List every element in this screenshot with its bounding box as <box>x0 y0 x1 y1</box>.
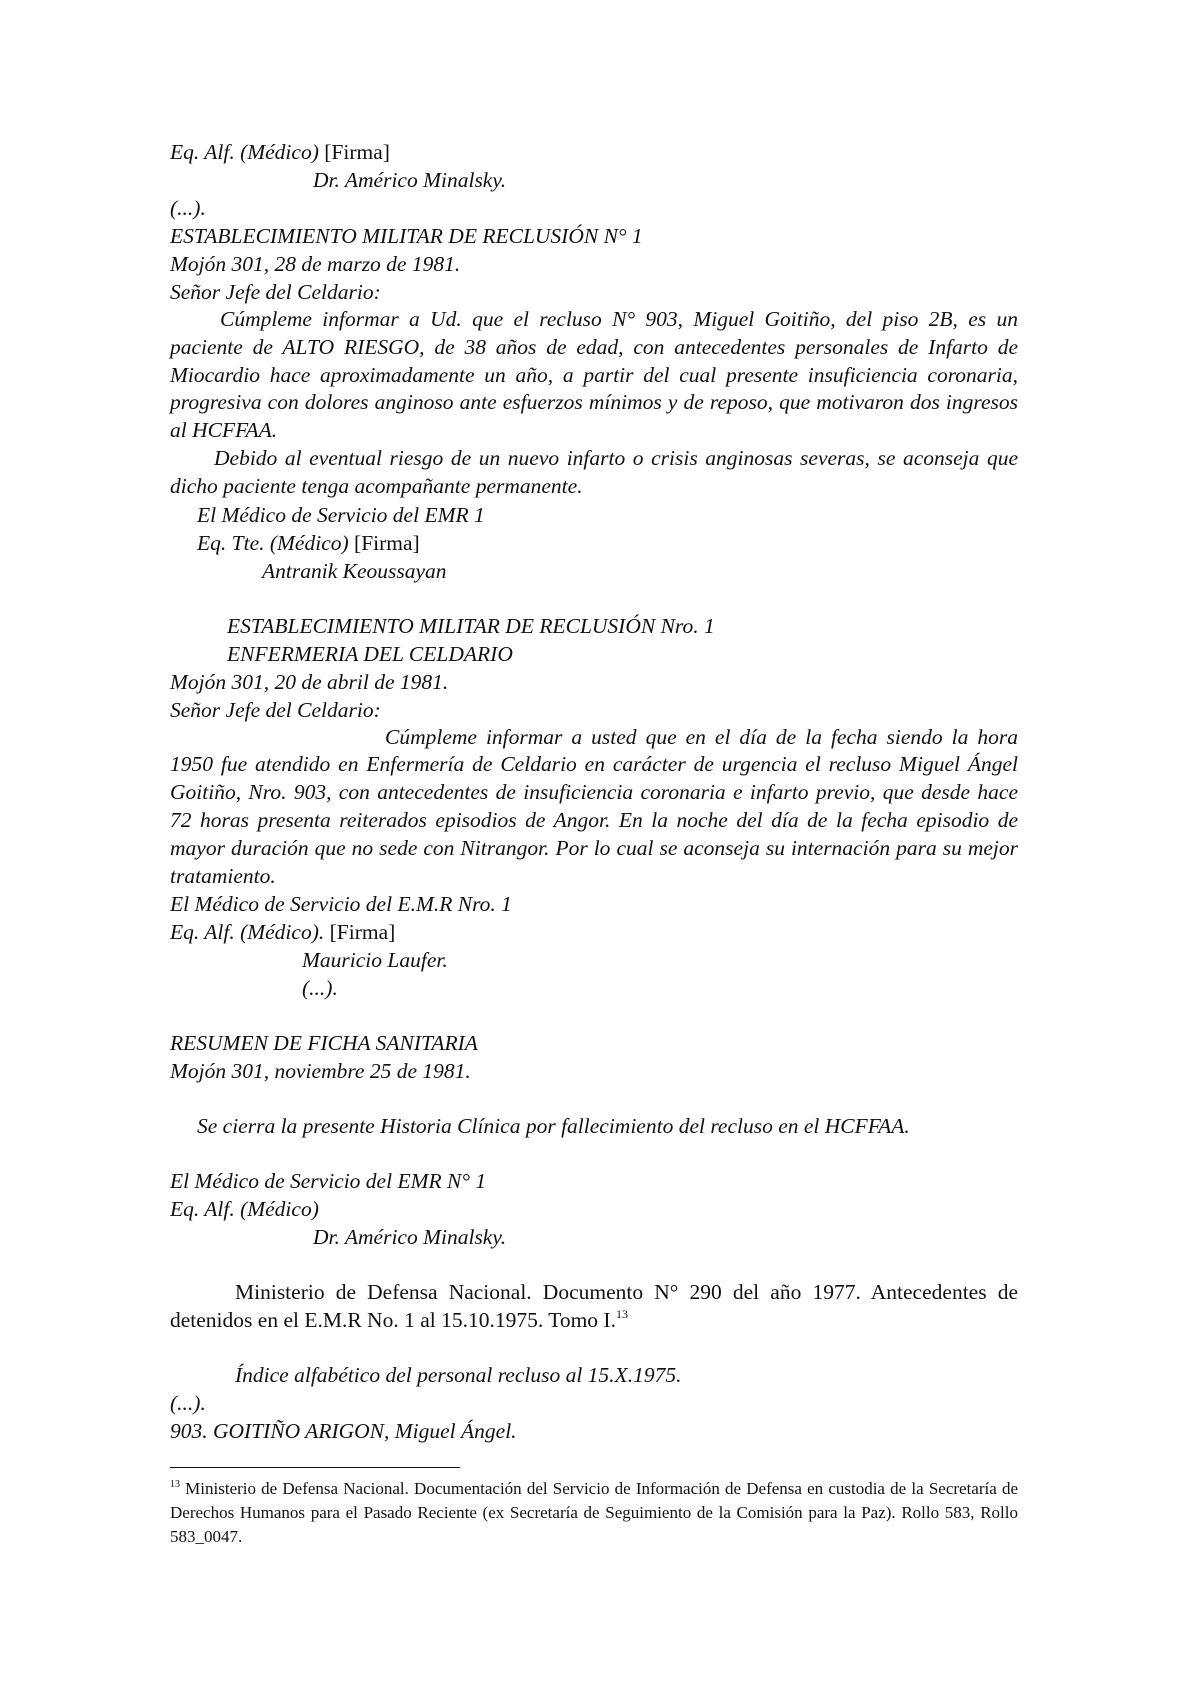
ellipsis-line: (...). <box>170 196 206 220</box>
spacer <box>170 1002 1018 1029</box>
signature-placeholder: [Firma] <box>348 530 420 555</box>
date-line: Mojón 301, 20 de abril de 1981. <box>170 669 449 694</box>
spacer <box>170 1334 1018 1361</box>
rank-text: Eq. Alf. (Médico) <box>170 1197 319 1222</box>
footnote-text: Ministerio de Defensa Nacional. Documentación del Servicio de Información de Defensa en custodia de la Secretaría de Derechos Humanos para el Pasado Reciente (ex Secretaría de Seguimiento de la Comisión para la Paz). Rollo 583, Rollo 583_0047. <box>170 1479 1018 1546</box>
rank-text: Eq. Alf. (Médico). <box>170 920 325 945</box>
institution-heading: ESTABLECIMIENTO MILITAR DE RECLUSIÓN Nro. 1 <box>227 613 715 638</box>
footnote-reference: 13 <box>615 1307 628 1322</box>
footnote-separator <box>170 1467 460 1468</box>
document-body <box>170 138 1018 1445</box>
index-heading: Índice alfabético del personal recluso al 15.X.1975. <box>235 1363 682 1388</box>
source-citation <box>170 1278 1018 1334</box>
signature-placeholder: [Firma] <box>324 920 396 945</box>
ellipsis-line: (...). <box>170 1391 206 1416</box>
signature-placeholder: [Firma] <box>318 140 390 164</box>
report-paragraph: Debido al eventual riesgo de un nuevo infarto o crisis anginosas severas, se aconseja que dicho paciente tenga acompañante permanente. <box>170 445 1018 498</box>
date-line: Mojón 301, noviembre 25 de 1981. <box>170 1059 471 1084</box>
spacer <box>170 1140 1018 1167</box>
signatory-name: Dr. Américo Minalsky. <box>313 168 507 192</box>
rank-text: Eq. Alf. (Médico) <box>170 140 319 164</box>
footnote-number: 13 <box>170 1479 180 1490</box>
signatory-name: Mauricio Laufer. <box>302 948 448 973</box>
salutation: Señor Jefe del Celdario: <box>170 280 381 304</box>
salutation: Señor Jefe del Celdario: <box>170 697 381 722</box>
signatory-title: El Médico de Servicio del E.M.R Nro. 1 <box>170 892 512 917</box>
date-line: Mojón 301, 28 de marzo de 1981. <box>170 252 461 276</box>
signatory-name: Dr. Américo Minalsky. <box>313 1225 507 1250</box>
citation-text: Ministerio de Defensa Nacional. Documento N° 290 del año 1977. Antecedentes de detenidos en el E.M.R No. 1 al 15.10.1975. Tomo I. <box>170 1280 1018 1333</box>
rank-text: Eq. Tte. (Médico) <box>197 530 349 555</box>
footnote <box>170 1477 1018 1549</box>
index-entry: 903. GOITIÑO ARIGON, Miguel Ángel. <box>170 1419 517 1444</box>
signatory-title: El Médico de Servicio del EMR 1 <box>197 502 485 527</box>
signature-rank-line <box>170 138 1018 166</box>
department-heading: ENFERMERIA DEL CELDARIO <box>227 641 513 666</box>
closing-statement: Se cierra la presente Historia Clínica por fallecimiento del recluso en el HCFFAA. <box>197 1114 910 1139</box>
report-paragraph: Cúmpleme informar a Ud. que el recluso N° 903, Miguel Goitiño, del piso 2B, es un paciente de ALTO RIESGO, de 38 años de edad, con antecedentes personales de Infarto de Miocardio hace aproximadamente un año, a partir del cual presente insuficiencia coronaria, progresiva con dolores anginoso ante esfuerzos mínimos y de reposo, que motivaron dos ingresos al HCFFAA. <box>170 307 1018 443</box>
ellipsis-line: (...). <box>302 976 338 1001</box>
institution-heading: ESTABLECIMIENTO MILITAR DE RECLUSIÓN N° 1 <box>170 224 643 248</box>
section-heading: RESUMEN DE FICHA SANITARIA <box>170 1031 478 1056</box>
signatory-title: El Médico de Servicio del EMR N° 1 <box>170 1169 487 1194</box>
spacer <box>170 585 1018 612</box>
spacer <box>170 1251 1018 1278</box>
report-paragraph: Cúmpleme informar a usted que en el día de la fecha siendo la hora 1950 fue atendido en Enfermería de Celdario en carácter de urgencia el recluso Miguel Ángel Goitiño, Nro. 903, con antecedentes de insuficiencia coronaria e infarto previo, que desde hace 72 horas presenta reiterados episodios de Angor. En la noche del día de la fecha episodio de mayor duración que no sede con Nitrangor. Por lo cual se aconseja su internación para su mejor tratamiento. <box>170 724 1018 888</box>
signature-rank-line <box>170 918 1018 946</box>
signatory-name: Antranik Keoussayan <box>262 558 447 583</box>
spacer <box>170 1085 1018 1112</box>
signature-rank-line <box>170 529 1018 557</box>
